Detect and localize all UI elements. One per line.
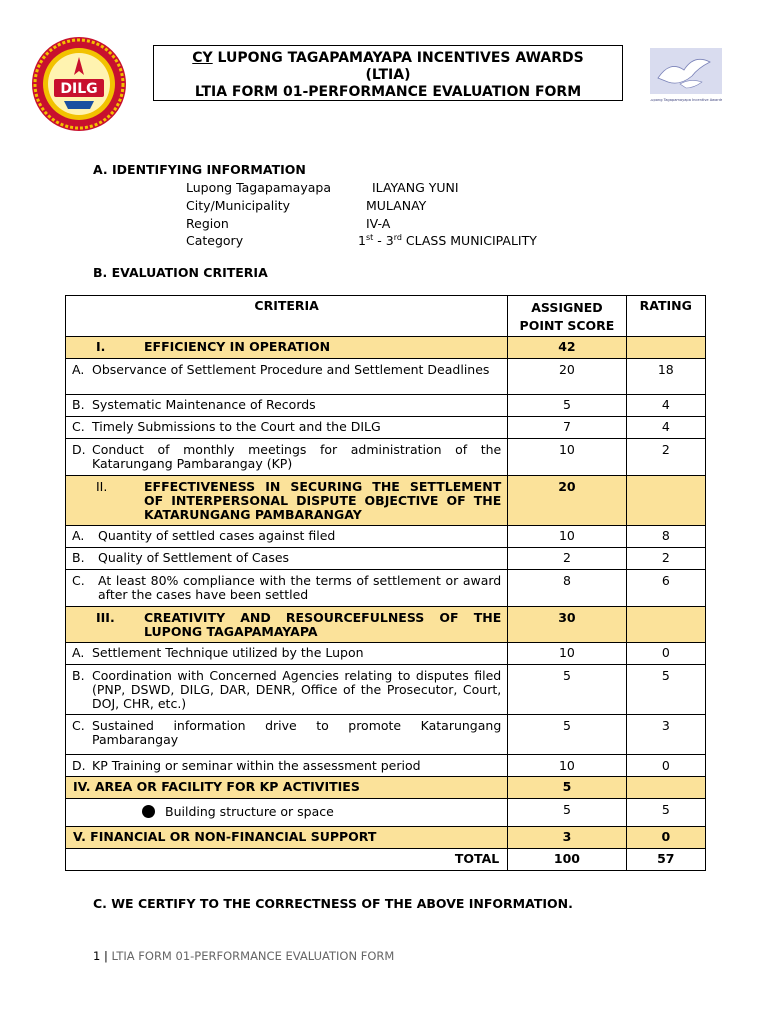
section-score: 5 (508, 777, 626, 799)
assigned-score: 8 (508, 570, 626, 607)
rating-value: 2 (626, 439, 705, 476)
col-rating-header: RATING (626, 296, 705, 337)
col-assigned-header: ASSIGNED POINT SCORE (508, 296, 626, 337)
rating-value: 4 (626, 395, 705, 417)
dilg-logo-text: DILG (60, 81, 98, 97)
section-score: 42 (508, 337, 626, 359)
table-row: C. At least 80% compliance with the terms of settlement or award after the cases have been settled 8 6 (66, 570, 706, 607)
criteria-text: Systematic Maintenance of Records (92, 397, 316, 412)
rating-value: 2 (626, 548, 705, 570)
form-title-line3: LTIA FORM 01-PERFORMANCE EVALUATION FORM (194, 84, 582, 100)
table-row: B. Coordination with Concerned Agencies relating to disputes filed (PNP, DSWD, DILG, DAR, DENR, Office of the Prosecutor, Court, DOJ, CHR, etc.) 5 5 (66, 665, 706, 715)
assigned-score: 10 (508, 643, 626, 665)
assigned-score: 5 (508, 665, 626, 715)
table-row: C. Timely Submissions to the Court and the DILG 7 4 (66, 417, 706, 439)
footer-separator: | (100, 949, 112, 963)
criteria-text: Timely Submissions to the Court and the DILG (92, 419, 381, 434)
criteria-text: Settlement Technique utilized by the Lupon (92, 645, 364, 660)
form-title-box (153, 45, 623, 101)
assigned-score: 2 (508, 548, 626, 570)
criteria-text: Building structure or space (165, 804, 334, 819)
criteria-text: Conduct of monthly meetings for administration of the Katarungang Pambarangay (KP) (92, 442, 502, 471)
criteria-text: Quality of Settlement of Cases (98, 550, 290, 565)
assigned-score: 10 (508, 439, 626, 476)
rating-value: 18 (626, 359, 705, 395)
section-score: 3 (508, 827, 626, 849)
table-row: D. KP Training or seminar within the assessment period 10 0 (66, 755, 706, 777)
section-title-area-facility: IV. AREA OR FACILITY FOR KP ACTIVITIES (66, 777, 508, 799)
section-row-area-facility (66, 777, 706, 799)
col-criteria-header: CRITERIA (66, 296, 508, 337)
info-label-lupon: Lupong Tagapamayapa (186, 180, 331, 195)
assigned-score: 10 (508, 755, 626, 777)
rating-value: 6 (626, 570, 705, 607)
footer-text: LTIA FORM 01-PERFORMANCE EVALUATION FORM (111, 949, 395, 963)
ltia-logo (650, 48, 722, 104)
section-title-effectiveness: EFFECTIVENESS IN SECURING THE SETTLEMENT OF INTERPERSONAL DISPUTE OBJECTIVE OF THE KATARUNGANG PAMBARANGAY (144, 479, 502, 522)
assigned-score: 5 (508, 799, 626, 827)
section-title-financial: V. FINANCIAL OR NON-FINANCIAL SUPPORT (66, 827, 508, 849)
bullet-icon (142, 805, 155, 818)
assigned-score: 5 (508, 715, 626, 755)
rating-value: 4 (626, 417, 705, 439)
table-row: B. Systematic Maintenance of Records 5 4 (66, 395, 706, 417)
section-rating (626, 777, 705, 799)
info-label-city: City/Municipality (186, 198, 290, 213)
section-c-heading: C. WE CERTIFY TO THE CORRECTNESS OF THE ABOVE INFORMATION. (93, 896, 573, 911)
total-rating: 57 (626, 849, 705, 871)
total-row (66, 849, 706, 871)
ltia-logo-caption: Lupong Tagapamayapa Incentive Awards (650, 98, 722, 102)
criteria-text: Observance of Settlement Procedure and Settlement Deadlines (92, 362, 490, 377)
section-rating: 0 (626, 827, 705, 849)
table-header-row (66, 296, 706, 337)
title-line1-rest: LUPONG TAGAPAMAYAPA INCENTIVES AWARDS (212, 50, 584, 66)
section-title-efficiency: EFFICIENCY IN OPERATION (144, 339, 331, 354)
section-score: 30 (508, 607, 626, 643)
page-footer (93, 949, 394, 963)
table-row: D. Conduct of monthly meetings for administration of the Katarungang Pambarangay (KP) 10 2 (66, 439, 706, 476)
info-value-category: 1st - 3rd CLASS MUNICIPALITY (358, 233, 537, 249)
title-cy: CY (192, 50, 213, 66)
section-row-effectiveness: II. EFFECTIVENESS IN SECURING THE SETTLEMENT OF INTERPERSONAL DISPUTE OBJECTIVE OF THE KATARUNGANG PAMBARANGAY 20 (66, 476, 706, 526)
table-row: B. Quality of Settlement of Cases 2 2 (66, 548, 706, 570)
assigned-score: 5 (508, 395, 626, 417)
info-label-category: Category (186, 233, 244, 248)
criteria-text: Coordination with Concerned Agencies relating to disputes filed (PNP, DSWD, DILG, DAR, DENR, Office of the Prosecutor, Court, DOJ, CHR, etc.) (92, 668, 502, 711)
section-rating (626, 337, 705, 359)
assigned-score: 10 (508, 526, 626, 548)
table-row: A. Quantity of settled cases against filed 10 8 (66, 526, 706, 548)
criteria-text: Sustained information drive to promote Katarungang Pambarangay (92, 718, 502, 747)
info-value-region: IV-A (366, 216, 391, 231)
section-rating (626, 607, 705, 643)
assigned-score: 20 (508, 359, 626, 395)
table-row: A. Observance of Settlement Procedure and Settlement Deadlines 20 18 (66, 359, 706, 395)
rating-value: 5 (626, 799, 705, 827)
section-a-heading: A. IDENTIFYING INFORMATION (93, 162, 306, 177)
page-number: 1 (93, 949, 101, 963)
criteria-text: Quantity of settled cases against filed (98, 528, 336, 543)
section-title-creativity: CREATIVITY AND RESOURCEFULNESS OF THE LUPONG TAGAPAMAYAPA (144, 610, 502, 639)
rating-value: 3 (626, 715, 705, 755)
assigned-score: 7 (508, 417, 626, 439)
table-row: C. Sustained information drive to promote Katarungang Pambarangay 5 3 (66, 715, 706, 755)
section-row-creativity: III. CREATIVITY AND RESOURCEFULNESS OF THE LUPONG TAGAPAMAYAPA 30 (66, 607, 706, 643)
rating-value: 0 (626, 755, 705, 777)
total-label: TOTAL (66, 849, 508, 871)
section-score: 20 (508, 476, 626, 526)
table-row (66, 799, 706, 827)
info-label-region: Region (186, 216, 229, 231)
section-rating (626, 476, 705, 526)
rating-value: 8 (626, 526, 705, 548)
section-row-financial (66, 827, 706, 849)
evaluation-criteria-table (65, 295, 706, 871)
section-b-heading: B. EVALUATION CRITERIA (93, 265, 268, 280)
info-value-city: MULANAY (366, 198, 427, 213)
criteria-text: KP Training or seminar within the assessment period (92, 758, 421, 773)
rating-value: 5 (626, 665, 705, 715)
form-title-line1 (154, 50, 622, 67)
info-value-lupon: ILAYANG YUNI (372, 180, 459, 195)
criteria-text: At least 80% compliance with the terms of settlement or award after the cases have been settled (98, 573, 502, 602)
dilg-logo (30, 35, 128, 133)
section-row-efficiency: I. EFFICIENCY IN OPERATION 42 (66, 337, 706, 359)
form-title-line2: (LTIA) (365, 67, 411, 83)
rating-value: 0 (626, 643, 705, 665)
total-score: 100 (508, 849, 626, 871)
table-row: A. Settlement Technique utilized by the Lupon 10 0 (66, 643, 706, 665)
